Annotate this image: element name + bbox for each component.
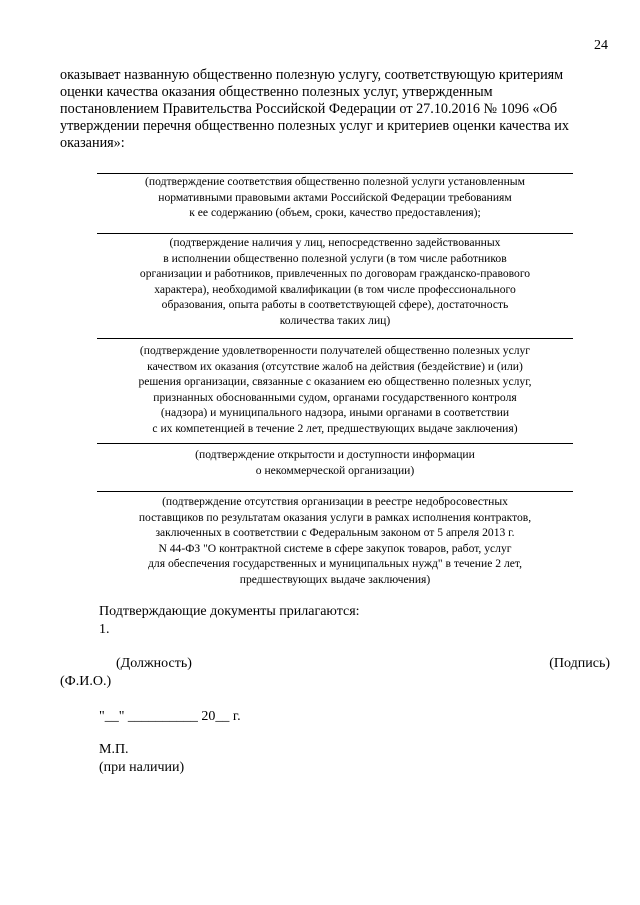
intro-line: постановлением Правительства Российской Федерации от 27.10.2016 № 1096 «Об: [60, 101, 558, 117]
caption-line: решения организации, связанные с оказанием ею общественно полезных услуг,: [138, 375, 532, 389]
caption-line: (подтверждение отсутствия организации в реестре недобросовестных: [162, 495, 508, 508]
caption-line: характера), необходимой квалификации (в том числе профессионального: [154, 282, 516, 296]
caption-line: образования, опыта работы в соответствующей сфере), достаточность: [161, 298, 509, 312]
confirmation-caption: [97, 235, 573, 329]
intro-line: оказывает названную общественно полезную услугу, соответствующую критериям: [60, 67, 564, 83]
fill-in-line: [97, 443, 573, 444]
caption-line: признанных обоснованными судом, органами государственного контроля: [153, 390, 517, 404]
caption-line: организации и работников, привлеченных по договорам гражданско-правового: [139, 267, 531, 281]
caption-line: (подтверждение удовлетворенности получателей общественно полезных услуг: [139, 344, 531, 357]
stamp-label: М.П.: [99, 742, 129, 757]
caption-line: поставщиков по результатам оказания услуги в рамках исполнения контрактов,: [138, 510, 532, 524]
fill-in-line: [97, 338, 573, 339]
intro-paragraph: [60, 67, 610, 152]
caption-line: нормативными правовыми актами Российской Федерации требованиям: [158, 190, 512, 204]
confirmation-caption: [97, 174, 573, 221]
confirmation-caption: [97, 343, 573, 437]
signature-label: (Подпись): [549, 656, 610, 671]
fill-in-line: [97, 491, 573, 492]
caption-line: заключенных в соответствии с Федеральным законом от 5 апреля 2013 г.: [155, 526, 515, 540]
caption-line: (надзора) и муниципального надзора, иными органами в соответствии: [160, 406, 510, 420]
stamp-note: (при наличии): [99, 760, 185, 775]
caption-line: предшествующих выдаче заключения): [239, 572, 431, 586]
caption-line: (подтверждение наличия у лиц, непосредственно задействованных: [169, 236, 501, 249]
caption-line: в исполнении общественно полезной услуги (в том числе работников: [163, 251, 507, 265]
caption-line: N 44-ФЗ "О контрактной системе в сфере закупок товаров, работ, услуг: [158, 541, 512, 555]
caption-line: (подтверждение соответствия общественно полезной услуги установленным: [145, 175, 525, 188]
caption-line: качеством их оказания (отсутствие жалоб на действия (бездействие) и (или): [147, 359, 523, 373]
caption-line: с их компетенцией в течение 2 лет, предшествующих выдаче заключения): [152, 421, 518, 435]
attachments-heading: Подтверждающие документы прилагаются:: [99, 604, 360, 619]
date-line: "__" __________ 20__ г.: [99, 709, 241, 724]
caption-line: (подтверждение открытости и доступности информации: [195, 448, 475, 461]
position-label: (Должность): [116, 656, 192, 671]
intro-line: оказания»:: [60, 135, 125, 151]
caption-line: количества таких лиц): [279, 313, 391, 327]
caption-line: о некоммерческой организации): [255, 463, 415, 477]
caption-line: для обеспечения государственных и муниципальных нужд" в течение 2 лет,: [148, 557, 522, 571]
attachment-item-number: 1.: [99, 622, 110, 637]
full-name-label: (Ф.И.О.): [60, 674, 112, 689]
fill-in-line: [97, 233, 573, 234]
caption-line: к ее содержанию (объем, сроки, качество предоставления);: [189, 206, 481, 220]
confirmation-caption: [97, 494, 573, 588]
intro-line: утверждении перечня общественно полезных услуг и критериев оценки качества их: [60, 118, 569, 134]
confirmation-caption: [97, 447, 573, 478]
page-number: 24: [594, 38, 608, 53]
intro-line: оценки качества оказания общественно полезных услуг, утвержденным: [60, 84, 493, 100]
